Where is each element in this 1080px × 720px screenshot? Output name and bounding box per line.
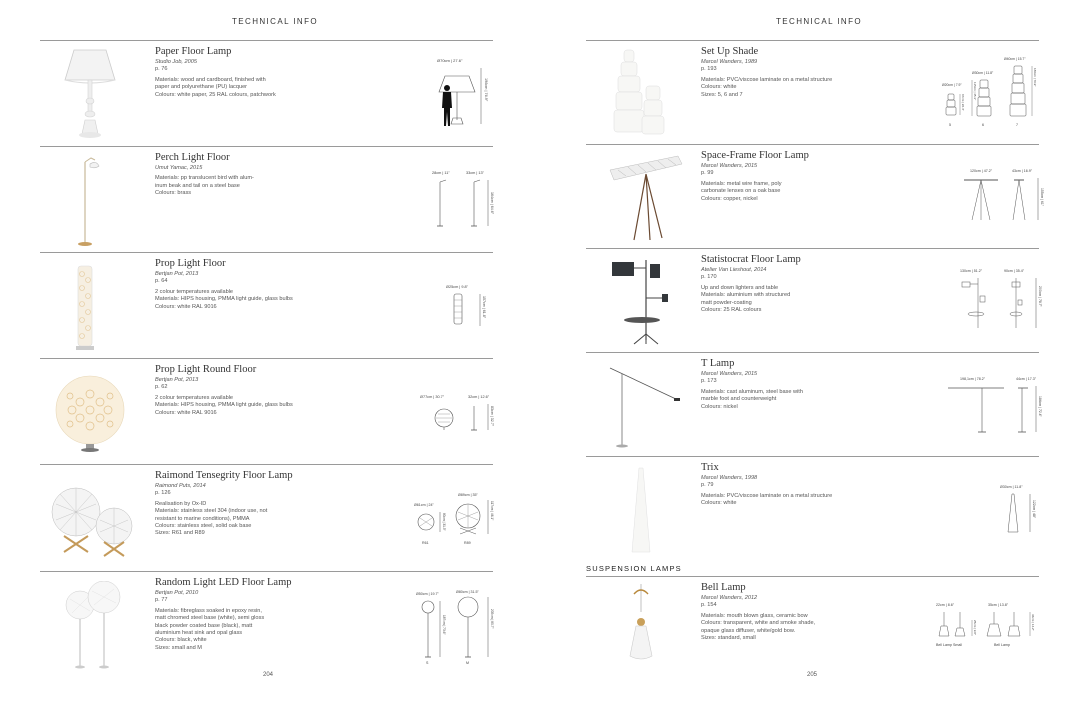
material-line: Materials: metal wire frame, poly [701,180,782,187]
colour-line: Colours: white paper, 25 RAL colours, patchwork [155,91,276,98]
dimension-width-1: Ø61cm | 24" [414,503,434,507]
material-line: Materials: HIPS housing, PMMA light guide, glass bulbs [155,296,293,303]
page-ref: p. 62 [155,384,168,391]
page-ref: p. 126 [155,490,171,497]
divider [40,464,493,465]
designer: Bertjan Pot, 2013 [155,271,199,277]
colour-line: opaque glass diffuser, white/gold bow. [701,627,796,634]
page-ref: p. 76 [155,66,168,73]
realisation-line: Realisation by Ox-ID [155,500,207,507]
sizes-line: Sizes: 5, 6 and 7 [701,91,743,98]
product-bell-lamp [586,578,1039,668]
paper-floor-lamp-photo [60,46,120,142]
statistocrat-photo [604,254,684,348]
page-ref: p. 173 [701,378,717,385]
page-number: 204 [263,672,274,678]
colour-line: Colours: nickel [701,403,738,410]
colour-line: Colours: 25 RAL colours [701,307,762,314]
colour-line: Colours: white RAL 9016 [155,409,217,416]
colour-line: Colours: copper, nickel [701,195,758,202]
dimension-height-1: 25cm | 9.8" [973,620,977,636]
raimond-tensegrity-diagram [412,488,500,550]
material-line: matt chromed steel base (white), semi gloss [155,615,265,622]
divider [40,358,493,359]
material-line: Materials: aluminium with structured [701,292,791,299]
bell-lamp-diagram [932,600,1044,654]
dimension-width-1: 22cm | 8.6" [936,603,954,607]
product-name: Set Up Shade [701,46,759,57]
divider [40,252,493,253]
colour-line: Colours: white [701,500,737,507]
dimension-height-1: 187cm | 73.6" [442,615,446,635]
material-line: resistant to marine conditions), PMMA [155,515,250,522]
material-line: inum beak and tail on a steel base [155,182,240,189]
dimension-width: Ø25cm | 9.8" [446,285,468,289]
product-details [155,59,355,99]
product-trix [586,458,1039,558]
page-ref: p. 170 [701,274,717,281]
product-details [701,475,901,508]
sizes-line: Sizes: R61 and R89 [155,530,205,537]
product-details [155,271,355,311]
dimension-width-2: 35cm | 13.8" [988,603,1008,607]
feature-line: 2 colour temperatures available [155,394,234,401]
set-up-shade-diagram [942,54,1040,132]
material-line: marble foot and counterweight [701,396,777,403]
prop-light-round-diagram [418,392,498,440]
material-line: matt powder-coating [701,299,752,306]
size-label-6: 6 [982,123,984,127]
size-label-7: 7 [1016,123,1018,127]
t-lamp-diagram [946,374,1046,440]
product-raimond-tensegrity [40,466,493,570]
dimension-width-2: 32cm | 12.6" [468,395,490,399]
divider [586,456,1039,457]
suspension-lamps-heading: SUSPENSION LAMPS [586,564,682,573]
sizes-line: Sizes: standard, small [701,635,756,642]
product-details [155,165,355,198]
space-frame-diagram [962,166,1048,228]
material-line: Materials: wood and cardboard, finished with [155,76,266,83]
dimension-width: Ø30cm | 11.8" [1000,485,1023,489]
dimension-height: 157cm | 61.8" [482,296,486,318]
product-name: Prop Light Floor [155,258,226,269]
product-perch-light-floor [40,148,493,252]
dimension-width-2: 33cm | 13" [466,171,484,175]
designer: Studio Job, 2005 [155,59,197,65]
material-line: Materials: fibreglass soaked in epoxy resin, [155,607,262,614]
product-paper-floor-lamp [40,42,493,146]
designer: Umut Yamac, 2015 [155,165,203,171]
product-name: Raimond Tensegrity Floor Lamp [155,470,293,481]
dimension-width-7: Ø40cm | 15.7" [1004,57,1026,61]
product-name: Perch Light Floor [155,152,230,163]
product-name: Paper Floor Lamp [155,46,232,57]
page-ref: p. 99 [701,170,714,177]
dimension-height: 155cm | 61" [1040,188,1044,206]
product-name: Space-Frame Floor Lamp [701,150,809,161]
product-set-up-shade [586,42,1039,142]
page-ref: p. 154 [701,602,717,609]
material-line: Materials: HIPS housing, PMMA light guide, glass bulbs [155,402,293,409]
product-name: Prop Light Round Floor [155,364,257,375]
dimension-width-2: Ø89cm | 35" [458,493,478,497]
colour-line: Colours: black, white [155,637,207,644]
material-line: paper and polyurethane (PU) lacquer [155,84,248,91]
size-label-5: 5 [949,123,951,127]
dimension-width-2: 44cm | 17.3" [1016,377,1036,381]
human-silhouette [442,85,452,126]
prop-light-floor-photo [70,262,100,356]
dimension-width-2: 90cm | 35.4" [1004,269,1024,273]
colour-line: Colours: transparent, white and smoke shade, [701,620,816,627]
bell-lamp-photo [616,584,666,668]
designer: Raimond Puts, 2014 [155,483,206,489]
product-details [155,590,355,652]
dimension-width-5: Ø20cm | 7.9" [942,83,962,87]
product-space-frame [586,146,1044,246]
dimension-width-1: Ø50cm | 19.7" [416,592,439,596]
dimension-height-5: 67cm | 26.4" [961,94,965,111]
dimension-width-1: 130cm | 51.2" [960,269,982,273]
prop-light-round-photo [50,372,130,454]
trix-diagram [996,482,1046,542]
perch-light-photo [62,154,112,250]
colour-line: Colours: brass [155,190,192,197]
divider [586,352,1039,353]
designer: Bertjan Pot, 2010 [155,590,199,596]
material-line: Materials: cast aluminum, steel base with [701,388,803,395]
material-line: Materials: pp translucent bird with alum- [155,175,254,182]
product-details [701,59,901,99]
designer: Marcel Wanders, 2012 [701,595,758,601]
product-random-light-led [40,573,493,669]
product-details [701,267,901,314]
material-line: Materials: mouth blown glass, ceramic bow [701,612,808,619]
product-prop-light-floor [40,254,493,358]
dimension-width-6: Ø30cm | 11.8" [972,71,994,75]
dimension-height-2: 117cm | 46.1" [490,501,494,521]
t-lamp-photo [606,360,690,452]
size-label-standard: Bell Lamp [994,643,1010,647]
product-details [701,595,901,642]
product-details [155,483,355,538]
designer: Marcel Wanders, 1989 [701,59,758,65]
statistocrat-diagram [956,266,1048,336]
dimension-height-6: 115cm | 45.3" [973,82,977,101]
product-details [155,377,355,417]
paper-floor-lamp-diagram [435,52,493,132]
product-name: Bell Lamp [701,582,746,593]
dimension-width-1: 198,1cm | 78.2" [960,377,985,381]
dimension-width-1: 120cm | 47.2" [970,169,992,173]
divider [40,571,493,572]
material-line: black powder coated base (black), matt [155,622,253,629]
raimond-tensegrity-photo [46,478,142,564]
divider [40,146,493,147]
dimension-height: 196cm | 76.9" [484,78,488,102]
product-details [701,163,901,203]
dimension-height-2: 205cm | 80.7" [490,609,494,629]
material-line: carbonate lenses on a oak base [701,188,781,195]
colour-line: Colours: white RAL 9016 [155,303,217,310]
right-page [540,0,1080,720]
designer: Marcel Wanders, 2015 [701,371,758,377]
dimension-height: 184cm | 72.4" [1038,396,1042,417]
divider [586,576,1039,577]
size-label-r61: R61 [422,541,429,545]
product-name: Statistocrat Floor Lamp [701,254,801,265]
designer: Bertjan Pot, 2013 [155,377,199,383]
dimension-height: 83cm | 32.7" [490,406,494,426]
material-line: Materials: PVC/viscose laminate on a metal structure [701,492,833,499]
feature-line: Up and down lighters and table [701,284,779,291]
sizes-line: Sizes: small and M [155,644,202,651]
size-label-m: M [466,661,469,665]
material-line: aluminium heat sink and opal glass [155,630,243,637]
dimension-height-1: 80cm | 31.5" [442,513,446,531]
dimension-width-2: Ø80cm | 31.5" [456,590,479,594]
dimension-height-7: 180cm | 70.9" [1033,68,1037,87]
dimension-width-1: 28cm | 11" [432,171,450,175]
dimension-width-1: Ø77cm | 30.7" [420,395,445,399]
dimension-height: 200cm | 78.7" [1038,286,1042,307]
random-light-photo [54,581,134,671]
section-title: TECHNICAL INFO [232,17,318,26]
product-name: Random Light LED Floor Lamp [155,577,292,588]
set-up-shade-photo [602,46,672,142]
space-frame-photo [606,152,686,244]
designer: Marcel Wanders, 2015 [701,163,758,169]
page-ref: p. 77 [155,597,168,604]
size-label-r89: R89 [464,541,471,545]
product-name: Trix [701,462,719,473]
page-ref: p. 193 [701,66,717,73]
material-line: Materials: PVC/viscose laminate on a metal structure [701,76,833,83]
page-number: 205 [807,672,818,678]
dimension-height-2: 36cm | 14.2" [1031,614,1035,631]
section-title: TECHNICAL INFO [776,17,862,26]
colour-line: Colours: white [701,84,737,91]
prop-light-floor-diagram [444,282,494,332]
product-t-lamp [586,354,1042,454]
material-line: Materials: stainless steel 304 (indoor use, not [155,508,268,515]
product-name: T Lamp [701,358,735,369]
product-statistocrat [586,250,1042,350]
dimension-width: Ø70cm | 27.6" [437,58,463,63]
divider [586,248,1039,249]
size-label-small: Bell Lamp Small [936,643,962,647]
perch-light-diagram [430,168,500,238]
divider [586,144,1039,145]
random-light-diagram [414,585,500,665]
designer: Atelier Van Lieshout, 2014 [701,267,767,273]
divider [40,40,493,41]
designer: Marcel Wanders, 1998 [701,475,758,481]
size-label-s: S [426,661,429,665]
divider [586,40,1039,41]
colour-line: Colours: stainless steel, solid oak base [155,523,252,530]
trix-photo [626,466,656,556]
product-details [701,371,901,411]
page-ref: p. 79 [701,482,714,489]
dimension-width-2: 43cm | 16.9" [1012,169,1032,173]
dimension-height: 122cm | 48" [1032,500,1036,518]
product-prop-light-round-floor [40,360,493,464]
page-ref: p. 64 [155,278,168,285]
dimension-height: 164cm | 64.6" [490,192,494,214]
feature-line: 2 colour temperatures available [155,288,234,295]
